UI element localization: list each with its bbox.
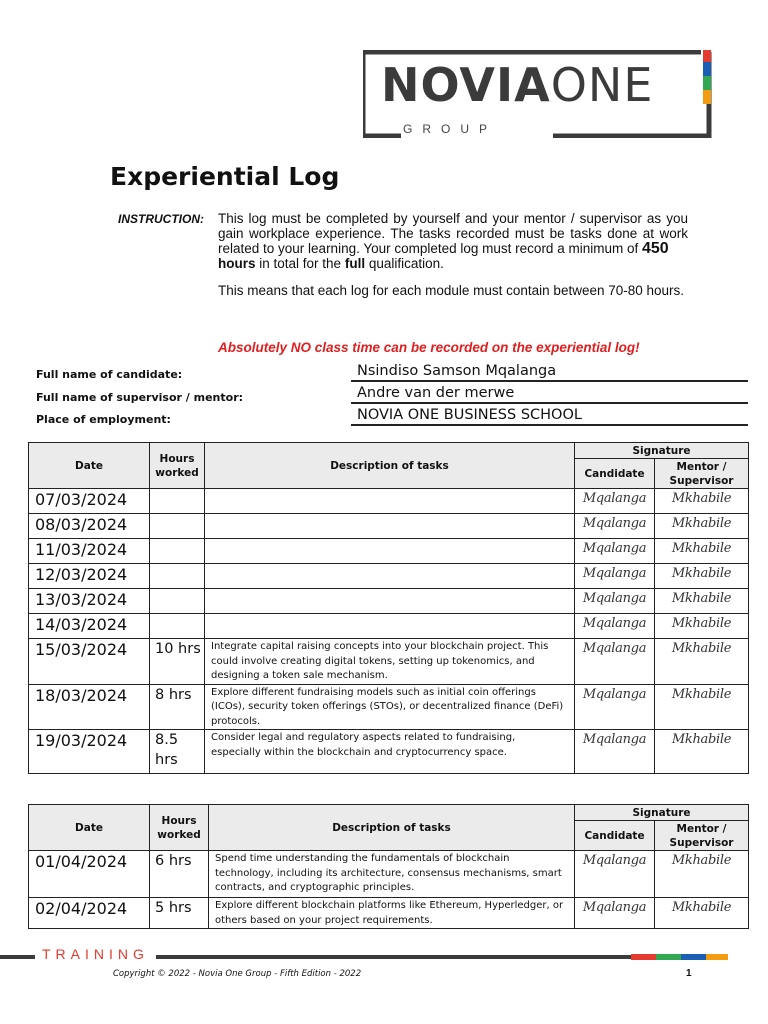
mentor-signature: Mkhabile <box>655 730 749 774</box>
employment-field[interactable]: NOVIA ONE BUSINESS SCHOOL <box>351 406 748 426</box>
copyright-text: Copyright © 2022 - Novia One Group - Fifth Edition - 2022 <box>113 969 362 979</box>
date-cell: 08/03/2024 <box>29 514 150 539</box>
mentor-signature: Mkhabile <box>655 639 749 685</box>
date-cell: 12/03/2024 <box>29 564 150 589</box>
hours-cell <box>150 589 205 614</box>
date-cell: 14/03/2024 <box>29 614 150 639</box>
footer-rule <box>156 955 631 959</box>
table-row <box>29 614 749 639</box>
supervisor-label: Full name of supervisor / mentor: <box>36 391 244 404</box>
description-cell <box>205 589 575 614</box>
date-cell: 18/03/2024 <box>29 684 150 730</box>
date-cell: 01/04/2024 <box>29 851 150 898</box>
description-cell: Integrate capital raising concepts into your blockchain project. This could involve creating digital tokens, setting up tokenomics, and designing a token sale mechanism. <box>205 639 575 685</box>
employment-label: Place of employment: <box>36 413 171 426</box>
description-cell: Spend time understanding the fundamentals of blockchain technology, including its architecture, consensus mechanisms, smart contracts, and cryptographic principles. <box>209 851 575 898</box>
table-row <box>29 589 749 614</box>
header-candidate: Candidate <box>575 459 655 489</box>
description-cell: Explore different blockchain platforms like Ethereum, Hyperledger, or others based on your project requirements. <box>209 898 575 929</box>
candidate-signature: Mqalanga <box>575 589 655 614</box>
hours-cell <box>150 489 205 514</box>
page-number: 1 <box>686 968 692 979</box>
candidate-signature: Mqalanga <box>575 639 655 685</box>
table-row <box>29 564 749 589</box>
table-row <box>29 898 749 929</box>
candidate-signature: Mqalanga <box>575 489 655 514</box>
footer-rule-left <box>0 955 35 959</box>
description-cell: Explore different fundraising models such as initial coin offerings (ICOs), security token offerings (STOs), or decentralized finance (DeFi) protocols. <box>205 684 575 730</box>
date-cell: 07/03/2024 <box>29 489 150 514</box>
header-date: Date <box>29 805 150 851</box>
mentor-signature: Mkhabile <box>655 514 749 539</box>
header-signature: Signature <box>575 443 749 459</box>
footer-color-red <box>631 954 656 960</box>
table-row <box>29 851 749 898</box>
mentor-signature: Mkhabile <box>655 851 749 898</box>
hours-cell <box>150 514 205 539</box>
header-date: Date <box>29 443 150 489</box>
date-cell: 19/03/2024 <box>29 730 150 774</box>
header-mentor: Mentor / Supervisor <box>655 459 749 489</box>
candidate-signature: Mqalanga <box>575 514 655 539</box>
hours-cell: 6 hrs <box>150 851 209 898</box>
candidate-field[interactable]: Nsindiso Samson Mqalanga <box>351 362 748 382</box>
description-cell <box>205 614 575 639</box>
table-row <box>29 639 749 685</box>
mentor-signature: Mkhabile <box>655 614 749 639</box>
mentor-signature: Mkhabile <box>655 564 749 589</box>
mentor-signature: Mkhabile <box>655 539 749 564</box>
table-row <box>29 684 749 730</box>
log-table-body <box>29 851 749 929</box>
mentor-signature: Mkhabile <box>655 898 749 929</box>
candidate-signature: Mqalanga <box>575 539 655 564</box>
date-cell: 02/04/2024 <box>29 898 150 929</box>
description-cell: Consider legal and regulatory aspects related to fundraising, especially within the blockchain and cryptocurrency space. <box>205 730 575 774</box>
footer-color-orange <box>706 954 728 960</box>
warning-text: Absolutely NO class time can be recorded on the experiential log! <box>218 340 640 355</box>
description-cell <box>205 489 575 514</box>
table-row <box>29 539 749 564</box>
hours-cell <box>150 564 205 589</box>
table-row <box>29 730 749 774</box>
log-table-march <box>28 442 749 774</box>
candidate-signature: Mqalanga <box>575 564 655 589</box>
log-table-april <box>28 804 749 929</box>
hours-cell <box>150 539 205 564</box>
candidate-signature: Mqalanga <box>575 614 655 639</box>
candidate-signature: Mqalanga <box>575 851 655 898</box>
log-table-body <box>29 489 749 774</box>
candidate-signature: Mqalanga <box>575 898 655 929</box>
candidate-label: Full name of candidate: <box>36 368 183 381</box>
mentor-signature: Mkhabile <box>655 684 749 730</box>
hours-cell: 5 hrs <box>150 898 209 929</box>
date-cell: 15/03/2024 <box>29 639 150 685</box>
hours-cell <box>150 614 205 639</box>
supervisor-field[interactable]: Andre van der merwe <box>351 384 748 404</box>
instruction-text: This log must be completed by yourself and your mentor / supervisor as you gain workplace experience. The tasks recorded must be tasks done at work related to your learning. Your completed log must record a minimum of 450 hours in total for the full qualification. This means that each log for each module must contain between 70-80 hours. <box>218 211 688 298</box>
hours-cell: 10 hrs <box>150 639 205 685</box>
footer-color-blue <box>681 954 706 960</box>
description-cell <box>205 539 575 564</box>
description-cell <box>205 564 575 589</box>
instruction-label: INSTRUCTION: <box>118 212 204 226</box>
date-cell: 13/03/2024 <box>29 589 150 614</box>
footer-color-green <box>656 954 681 960</box>
header-description: Description of tasks <box>209 805 575 851</box>
date-cell: 11/03/2024 <box>29 539 150 564</box>
company-logo <box>363 50 713 138</box>
header-signature: Signature <box>575 805 749 821</box>
description-cell <box>205 514 575 539</box>
table-row <box>29 489 749 514</box>
table-row <box>29 514 749 539</box>
header-hours: Hours worked <box>150 805 209 851</box>
candidate-signature: Mqalanga <box>575 684 655 730</box>
logo-wordmark: NOVIAONE <box>381 58 654 112</box>
header-description: Description of tasks <box>205 443 575 489</box>
hours-cell: 8 hrs <box>150 684 205 730</box>
header-mentor: Mentor / Supervisor <box>655 821 749 851</box>
page-title: Experiential Log <box>110 162 340 191</box>
mentor-signature: Mkhabile <box>655 589 749 614</box>
candidate-signature: Mqalanga <box>575 730 655 774</box>
header-hours: Hours worked <box>150 443 205 489</box>
hours-cell: 8.5 hrs <box>150 730 205 774</box>
header-candidate: Candidate <box>575 821 655 851</box>
footer-training: TRAINING <box>42 946 149 962</box>
logo-subtitle: GROUP <box>403 122 498 136</box>
mentor-signature: Mkhabile <box>655 489 749 514</box>
